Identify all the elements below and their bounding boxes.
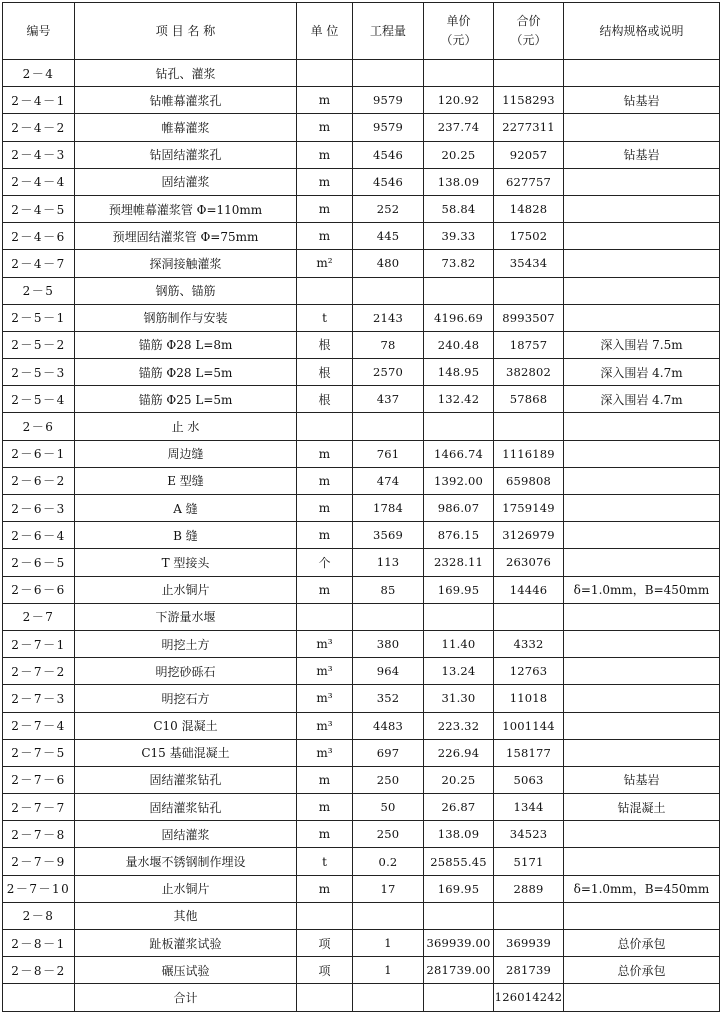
- cell-qty: 4483: [353, 712, 424, 739]
- cell-qty: 250: [353, 766, 424, 793]
- cell-note: [564, 413, 720, 440]
- cell-note: [564, 304, 720, 331]
- table-row: [3, 440, 720, 467]
- cell-price: 138.09: [424, 821, 494, 848]
- cell-unit: [297, 60, 353, 87]
- cell-unit: m: [297, 875, 353, 902]
- cell-name: 止水铜片: [75, 875, 297, 902]
- cell-price: 226.94: [424, 739, 494, 766]
- cell-note: [564, 60, 720, 87]
- cell-unit: 根: [297, 386, 353, 413]
- cell-price: [424, 413, 494, 440]
- cell-total: 627757: [494, 168, 564, 195]
- table-row: [3, 386, 720, 413]
- cell-price: 2328.11: [424, 549, 494, 576]
- cell-total: 158177: [494, 739, 564, 766]
- cell-total: 57868: [494, 386, 564, 413]
- cell-unit: m³: [297, 739, 353, 766]
- cell-note: [564, 630, 720, 657]
- cell-name: 钻固结灌浆孔: [75, 141, 297, 168]
- cell-total: 1344: [494, 794, 564, 821]
- cell-note: [564, 467, 720, 494]
- cell-name: 钻孔、灌浆: [75, 60, 297, 87]
- cell-total: 263076: [494, 549, 564, 576]
- cell-price: [424, 902, 494, 929]
- cell-qty: 17: [353, 875, 424, 902]
- cell-unit: [297, 603, 353, 630]
- cell-price: 223.32: [424, 712, 494, 739]
- table-row: [3, 685, 720, 712]
- cell-price: 26.87: [424, 794, 494, 821]
- cell-note: 钻基岩: [564, 141, 720, 168]
- cell-name: 量水堰不锈钢制作埋设: [75, 848, 297, 875]
- cell-code: 2－7－8: [3, 821, 75, 848]
- cell-qty: 1: [353, 957, 424, 984]
- cell-code: 2－7－5: [3, 739, 75, 766]
- table-row: [3, 522, 720, 549]
- cell-name: 趾板灌浆试验: [75, 930, 297, 957]
- total-row-code: [3, 984, 75, 1011]
- cell-unit: m: [297, 168, 353, 195]
- cell-name: 固结灌浆: [75, 821, 297, 848]
- cell-unit: m: [297, 576, 353, 603]
- cell-price: 120.92: [424, 87, 494, 114]
- cell-unit: m: [297, 114, 353, 141]
- header-price-line1: 单价: [446, 14, 471, 28]
- cell-unit: t: [297, 848, 353, 875]
- cell-total: 1759149: [494, 495, 564, 522]
- cell-qty: 4546: [353, 168, 424, 195]
- cell-price: 281739.00: [424, 957, 494, 984]
- cell-price: 73.82: [424, 250, 494, 277]
- cell-note: [564, 195, 720, 222]
- cell-qty: 964: [353, 658, 424, 685]
- table-row: [3, 495, 720, 522]
- table-row: [3, 712, 720, 739]
- cell-total: 11018: [494, 685, 564, 712]
- cell-qty: 697: [353, 739, 424, 766]
- cell-total: 659808: [494, 467, 564, 494]
- cell-note: [564, 250, 720, 277]
- cell-code: 2－7－9: [3, 848, 75, 875]
- cell-total: 12763: [494, 658, 564, 685]
- cell-name: 明挖砂砾石: [75, 658, 297, 685]
- cell-qty: 0.2: [353, 848, 424, 875]
- cell-code: 2－4－2: [3, 114, 75, 141]
- cell-qty: 4546: [353, 141, 424, 168]
- cell-name: 钢筋制作与安装: [75, 304, 297, 331]
- cell-qty: [353, 60, 424, 87]
- table-row: [3, 766, 720, 793]
- cell-unit: t: [297, 304, 353, 331]
- cell-code: 2－7－4: [3, 712, 75, 739]
- cell-note: [564, 223, 720, 250]
- cell-total: 92057: [494, 141, 564, 168]
- cell-qty: 2570: [353, 359, 424, 386]
- cell-note: [564, 114, 720, 141]
- cell-name: 锚筋 Φ25 L=5m: [75, 386, 297, 413]
- table-row: [3, 250, 720, 277]
- cell-name: A 缝: [75, 495, 297, 522]
- table-row: [3, 902, 720, 929]
- cell-note: [564, 522, 720, 549]
- cell-code: 2－7－1: [3, 630, 75, 657]
- cell-unit: m: [297, 495, 353, 522]
- cell-note: 钻基岩: [564, 87, 720, 114]
- cell-name: 固结灌浆钻孔: [75, 766, 297, 793]
- cell-note: [564, 549, 720, 576]
- cell-note: 钻基岩: [564, 766, 720, 793]
- cell-code: 2－4－3: [3, 141, 75, 168]
- cell-code: 2－7－2: [3, 658, 75, 685]
- cell-name: 周边缝: [75, 440, 297, 467]
- cell-unit: 个: [297, 549, 353, 576]
- cell-code: 2－5－3: [3, 359, 75, 386]
- cell-note: [564, 739, 720, 766]
- cell-price: [424, 277, 494, 304]
- cell-name: E 型缝: [75, 467, 297, 494]
- cell-note: [564, 902, 720, 929]
- cell-qty: 113: [353, 549, 424, 576]
- cell-price: 13.24: [424, 658, 494, 685]
- cell-note: 总价承包: [564, 930, 720, 957]
- cell-name: 止水铜片: [75, 576, 297, 603]
- cell-code: 2－7－7: [3, 794, 75, 821]
- cell-name: 锚筋 Φ28 L=5m: [75, 359, 297, 386]
- header-row: [3, 3, 720, 60]
- table-row: [3, 658, 720, 685]
- cell-total: 1001144: [494, 712, 564, 739]
- header-total: [494, 3, 564, 60]
- cell-code: 2－4: [3, 60, 75, 87]
- cell-qty: [353, 413, 424, 440]
- cell-unit: 项: [297, 957, 353, 984]
- cell-qty: 474: [353, 467, 424, 494]
- cell-total: 14446: [494, 576, 564, 603]
- cell-unit: m: [297, 141, 353, 168]
- cell-total: 18757: [494, 331, 564, 358]
- cell-unit: [297, 277, 353, 304]
- cell-total: 5063: [494, 766, 564, 793]
- cell-note: [564, 277, 720, 304]
- cell-unit: m²: [297, 250, 353, 277]
- cell-name: 钢筋、锚筋: [75, 277, 297, 304]
- cost-table-container: [2, 2, 719, 1012]
- cell-price: [424, 603, 494, 630]
- header-name: 项 目 名 称: [75, 3, 297, 60]
- cell-price: 237.74: [424, 114, 494, 141]
- cell-note: [564, 658, 720, 685]
- cell-price: 58.84: [424, 195, 494, 222]
- cell-total: 382802: [494, 359, 564, 386]
- table-row: [3, 794, 720, 821]
- cell-price: 369939.00: [424, 930, 494, 957]
- cell-price: 876.15: [424, 522, 494, 549]
- cell-price: 39.33: [424, 223, 494, 250]
- cell-total: 281739: [494, 957, 564, 984]
- cell-unit: m³: [297, 658, 353, 685]
- cell-note: [564, 168, 720, 195]
- cell-name: 探洞接触灌浆: [75, 250, 297, 277]
- cell-total: 369939: [494, 930, 564, 957]
- cell-qty: 380: [353, 630, 424, 657]
- cell-name: 止 水: [75, 413, 297, 440]
- cell-unit: m: [297, 766, 353, 793]
- cell-qty: 1784: [353, 495, 424, 522]
- cell-name: 碾压试验: [75, 957, 297, 984]
- table-row: [3, 87, 720, 114]
- cell-unit: m³: [297, 712, 353, 739]
- cell-qty: [353, 277, 424, 304]
- cell-qty: 50: [353, 794, 424, 821]
- cell-note: [564, 685, 720, 712]
- cell-price: 20.25: [424, 766, 494, 793]
- cell-note: [564, 495, 720, 522]
- cell-name: 明挖土方: [75, 630, 297, 657]
- cell-total: [494, 603, 564, 630]
- cell-price: 4196.69: [424, 304, 494, 331]
- cell-unit: m: [297, 821, 353, 848]
- header-total-line2: （元）: [510, 33, 547, 47]
- table-row: [3, 875, 720, 902]
- cell-code: 2－6－3: [3, 495, 75, 522]
- cell-note: δ=1.0mm，B=450mm: [564, 576, 720, 603]
- cell-code: 2－6－4: [3, 522, 75, 549]
- cell-price: 1392.00: [424, 467, 494, 494]
- cell-name: 其他: [75, 902, 297, 929]
- table-row: [3, 821, 720, 848]
- cell-qty: 250: [353, 821, 424, 848]
- cell-price: 240.48: [424, 331, 494, 358]
- total-label: 合计: [75, 984, 297, 1011]
- cell-code: 2－4－4: [3, 168, 75, 195]
- cell-price: 132.42: [424, 386, 494, 413]
- cell-unit: m³: [297, 685, 353, 712]
- cell-note: [564, 821, 720, 848]
- cell-code: 2－4－5: [3, 195, 75, 222]
- cell-unit: [297, 902, 353, 929]
- cell-total: 2277311: [494, 114, 564, 141]
- table-row: [3, 195, 720, 222]
- cell-note: 深入围岩 4.7m: [564, 359, 720, 386]
- cell-name: 明挖石方: [75, 685, 297, 712]
- cell-unit: m: [297, 195, 353, 222]
- cell-total: [494, 277, 564, 304]
- cell-total: 35434: [494, 250, 564, 277]
- table-row: [3, 576, 720, 603]
- cell-qty: 3569: [353, 522, 424, 549]
- cell-name: 下游量水堰: [75, 603, 297, 630]
- cell-unit: [297, 413, 353, 440]
- header-code: 编号: [3, 3, 75, 60]
- cell-note: [564, 848, 720, 875]
- cell-unit: 根: [297, 331, 353, 358]
- cell-note: 钻混凝土: [564, 794, 720, 821]
- total-row-price: [424, 984, 494, 1011]
- cell-unit: 根: [297, 359, 353, 386]
- cell-unit: m: [297, 87, 353, 114]
- cell-code: 2－5－2: [3, 331, 75, 358]
- cell-unit: m: [297, 467, 353, 494]
- cell-code: 2－4－7: [3, 250, 75, 277]
- cell-price: 986.07: [424, 495, 494, 522]
- cell-unit: m: [297, 794, 353, 821]
- cell-code: 2－6－5: [3, 549, 75, 576]
- cell-code: 2－5－1: [3, 304, 75, 331]
- cell-total: 1116189: [494, 440, 564, 467]
- cost-table: [2, 2, 720, 1012]
- cell-price: 148.95: [424, 359, 494, 386]
- cell-note: 总价承包: [564, 957, 720, 984]
- grand-total: 126014242: [494, 984, 564, 1011]
- cell-qty: 1: [353, 930, 424, 957]
- table-row: [3, 60, 720, 87]
- header-qty: 工程量: [353, 3, 424, 60]
- table-row: [3, 957, 720, 984]
- total-row-unit: [297, 984, 353, 1011]
- total-row-qty: [353, 984, 424, 1011]
- cell-price: [424, 60, 494, 87]
- total-row: [3, 984, 720, 1011]
- table-row: [3, 141, 720, 168]
- cell-total: [494, 60, 564, 87]
- cell-name: 预埋帷幕灌浆管 Φ=110mm: [75, 195, 297, 222]
- cell-qty: 480: [353, 250, 424, 277]
- table-row: [3, 630, 720, 657]
- cell-total: 2889: [494, 875, 564, 902]
- cell-price: 25855.45: [424, 848, 494, 875]
- cell-name: 固结灌浆: [75, 168, 297, 195]
- cell-name: T 型接头: [75, 549, 297, 576]
- cell-code: 2－7－3: [3, 685, 75, 712]
- table-row: [3, 848, 720, 875]
- cell-name: B 缝: [75, 522, 297, 549]
- table-body: [3, 60, 720, 984]
- cell-code: 2－7: [3, 603, 75, 630]
- table-row: [3, 168, 720, 195]
- header-price-line2: （元）: [440, 33, 477, 47]
- cell-qty: 445: [353, 223, 424, 250]
- cell-qty: 9579: [353, 114, 424, 141]
- cell-total: 4332: [494, 630, 564, 657]
- cell-price: 169.95: [424, 576, 494, 603]
- cell-qty: 78: [353, 331, 424, 358]
- cell-code: 2－5: [3, 277, 75, 304]
- cell-qty: 352: [353, 685, 424, 712]
- cell-name: 帷幕灌浆: [75, 114, 297, 141]
- cell-total: 8993507: [494, 304, 564, 331]
- cell-price: 169.95: [424, 875, 494, 902]
- table-row: [3, 549, 720, 576]
- cell-code: 2－7－6: [3, 766, 75, 793]
- cell-unit: m: [297, 223, 353, 250]
- cell-name: C15 基础混凝土: [75, 739, 297, 766]
- cell-total: 14828: [494, 195, 564, 222]
- cell-note: [564, 440, 720, 467]
- cell-total: [494, 902, 564, 929]
- cell-qty: [353, 603, 424, 630]
- cell-unit: 项: [297, 930, 353, 957]
- cell-code: 2－8－2: [3, 957, 75, 984]
- cell-price: 138.09: [424, 168, 494, 195]
- cell-unit: m: [297, 440, 353, 467]
- cell-price: 1466.74: [424, 440, 494, 467]
- table-row: [3, 603, 720, 630]
- cell-note: 深入围岩 4.7m: [564, 386, 720, 413]
- cell-code: 2－6: [3, 413, 75, 440]
- cell-code: 2－6－6: [3, 576, 75, 603]
- cell-code: 2－6－2: [3, 467, 75, 494]
- cell-qty: [353, 902, 424, 929]
- cell-name: C10 混凝土: [75, 712, 297, 739]
- cell-name: 锚筋 Φ28 L=8m: [75, 331, 297, 358]
- cell-code: 2－8: [3, 902, 75, 929]
- cell-qty: 252: [353, 195, 424, 222]
- cell-note: [564, 712, 720, 739]
- table-row: [3, 930, 720, 957]
- cell-price: 11.40: [424, 630, 494, 657]
- cell-code: 2－6－1: [3, 440, 75, 467]
- table-row: [3, 114, 720, 141]
- table-row: [3, 223, 720, 250]
- table-row: [3, 359, 720, 386]
- header-total-line1: 合价: [516, 14, 541, 28]
- header-note: 结构规格或说明: [564, 3, 720, 60]
- table-row: [3, 467, 720, 494]
- table-row: [3, 413, 720, 440]
- cell-qty: 2143: [353, 304, 424, 331]
- cell-note: 深入围岩 7.5m: [564, 331, 720, 358]
- cell-qty: 437: [353, 386, 424, 413]
- table-row: [3, 331, 720, 358]
- cell-code: 2－4－1: [3, 87, 75, 114]
- header-price: [424, 3, 494, 60]
- cell-name: 固结灌浆钻孔: [75, 794, 297, 821]
- table-row: [3, 304, 720, 331]
- cell-note: δ=1.0mm，B=450mm: [564, 875, 720, 902]
- cell-name: 预埋固结灌浆管 Φ=75mm: [75, 223, 297, 250]
- cell-name: 钻帷幕灌浆孔: [75, 87, 297, 114]
- cell-total: 5171: [494, 848, 564, 875]
- cell-price: 31.30: [424, 685, 494, 712]
- cell-total: 3126979: [494, 522, 564, 549]
- cell-total: [494, 413, 564, 440]
- cell-qty: 761: [353, 440, 424, 467]
- table-row: [3, 739, 720, 766]
- cell-qty: 9579: [353, 87, 424, 114]
- total-row-note: [564, 984, 720, 1011]
- cell-total: 34523: [494, 821, 564, 848]
- cell-price: 20.25: [424, 141, 494, 168]
- cell-total: 17502: [494, 223, 564, 250]
- cell-code: 2－8－1: [3, 930, 75, 957]
- cell-code: 2－4－6: [3, 223, 75, 250]
- cell-unit: m: [297, 522, 353, 549]
- cell-code: 2－5－4: [3, 386, 75, 413]
- table-row: [3, 277, 720, 304]
- cell-code: 2－7－10: [3, 875, 75, 902]
- cell-qty: 85: [353, 576, 424, 603]
- cell-unit: m³: [297, 630, 353, 657]
- cell-note: [564, 603, 720, 630]
- cell-total: 1158293: [494, 87, 564, 114]
- header-unit: 单 位: [297, 3, 353, 60]
